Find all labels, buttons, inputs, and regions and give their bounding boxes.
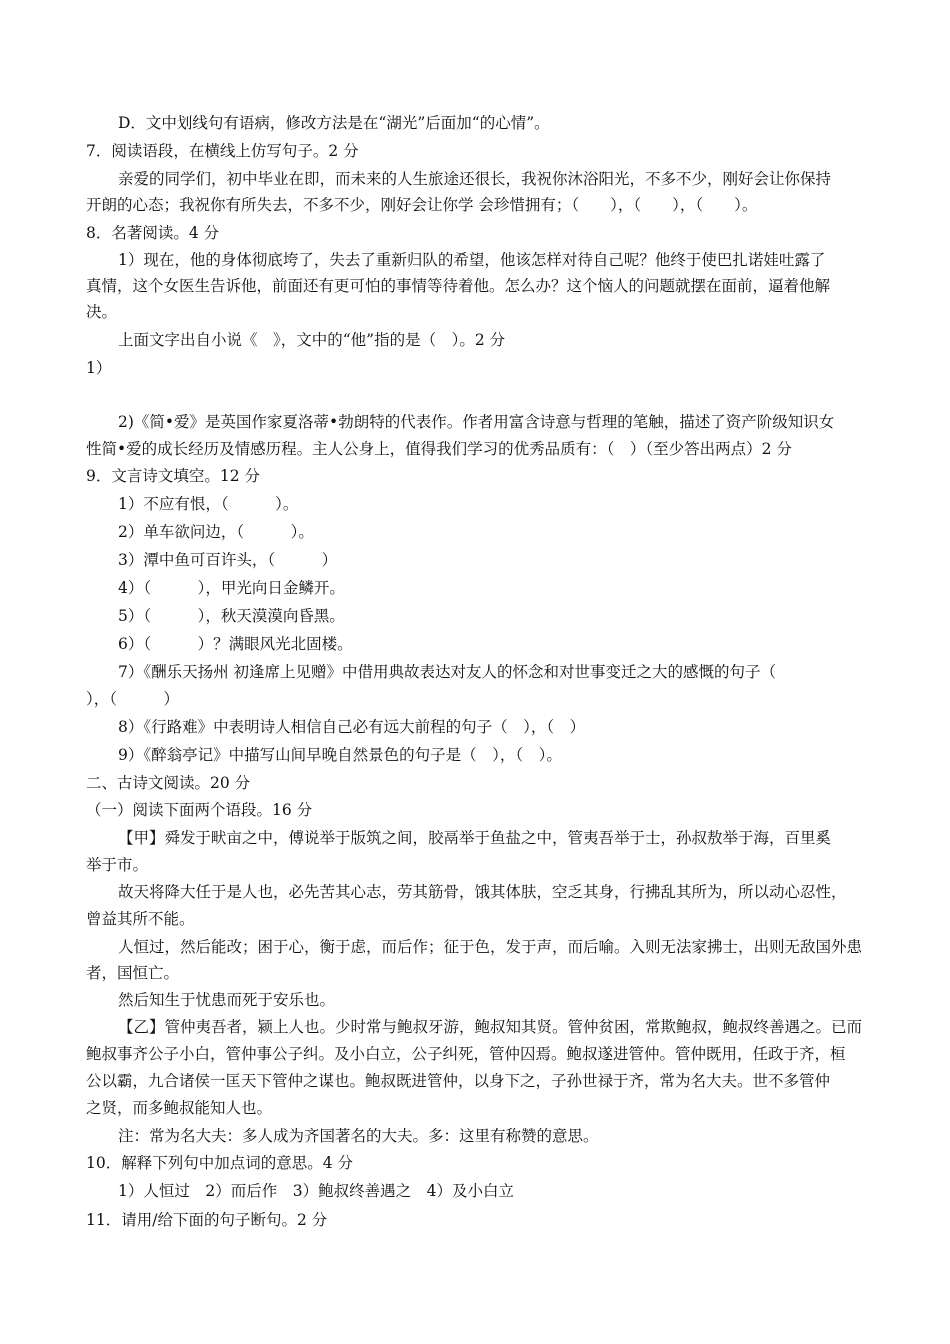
q9-item-4: 4）（ ），甲光向日金鳞开。 bbox=[118, 579, 345, 597]
q7-passage-line-2: 开朗的心态；我祝你有所失去，不多不少，刚好会让你学 会珍惜拥有；（ ），（ ），（ ）。 bbox=[86, 196, 758, 214]
q8-passage2-line-1: 2)《简•爱》是英国作家夏洛蒂•勃朗特的代表作。作者用富含诗意与哲理的笔触，描述了资产阶级知识女 bbox=[118, 413, 835, 431]
q10-items: 1）人恒过 2）而后作 3）鲍叔终善遇之 4）及小白立 bbox=[118, 1182, 514, 1200]
q9-item-6: 6）（ ）？满眼风光北固楼。 bbox=[118, 635, 353, 653]
q9-item-7-line-2: ），（ ） bbox=[86, 690, 180, 708]
q9-item-9: 9）《醉翁亭记》中描写山间早晚自然景色的句子是（ ），（ ）。 bbox=[118, 746, 562, 764]
q10-heading: 10．解释下列句中加点词的意思。4 分 bbox=[86, 1154, 354, 1172]
q8-passage1-line-2: 真情，这个女医生告诉他，前面还有更可怕的事情等待着他。怎么办？这个恼人的问题就摆在面前，逼着他解 bbox=[86, 277, 831, 295]
passage-jia-line-2: 举于市。 bbox=[86, 856, 149, 874]
q7-heading: 7．阅读语段，在横线上仿写句子。2 分 bbox=[86, 142, 359, 160]
q8-passage1-line-1: 1）现在，他的身体彻底垮了，失去了重新归队的希望，他该怎样对待自己呢？他终于使巴扎诺娃吐露了 bbox=[118, 251, 826, 269]
passage-jia-line-6: 者，国恒亡。 bbox=[86, 964, 180, 982]
passage-jia-line-7: 然后知生于忧患而死于安乐也。 bbox=[118, 991, 336, 1009]
passage-yi-line-1: 【乙】管仲夷吾者，颍上人也。少时常与鲍叔牙游，鲍叔知其贤。管仲贫困，常欺鲍叔，鲍叔终善遇之。已而 bbox=[118, 1018, 863, 1036]
passage-jia-line-4: 曾益其所不能。 bbox=[86, 910, 195, 928]
section-2-heading: 二、古诗文阅读。20 分 bbox=[86, 774, 251, 792]
passage-jia-line-3: 故天将降大任于是人也，必先苦其心志，劳其筋骨，饿其体肤，空乏其身，行拂乱其所为，所以动心忍性， bbox=[118, 883, 847, 901]
passage-note: 注：常为名大夫：多人成为齐国著名的大夫。多：这里有称赞的意思。 bbox=[118, 1127, 599, 1145]
q9-item-7-line-1: 7）《酬乐天扬州 初逢席上见赠》中借用典故表达对友人的怀念和对世事变迁之大的感慨的句子（ bbox=[118, 663, 777, 681]
q7-passage-line-1: 亲爱的同学们，初中毕业在即，而未来的人生旅途还很长，我祝你沐浴阳光，不多不少，刚好会让你保持 bbox=[118, 170, 832, 188]
passage-yi-line-3: 公以霸，九合诸侯一匡天下管仲之谋也。鲍叔既进管仲，以身下之，子孙世禄于齐，常为名大夫。世不多管仲 bbox=[86, 1072, 831, 1090]
passage-yi-line-2: 鲍叔事齐公子小白，管仲事公子纠。及小白立，公子纠死，管仲囚焉。鲍叔遂进管仲。管仲既用，任政于齐，桓 bbox=[86, 1045, 846, 1063]
q8-passage2-line-2: 性简•爱的成长经历及情感历程。主人公身上，值得我们学习的优秀品质有：（ ）（至少答出两点）2 分 bbox=[86, 440, 792, 458]
passage-jia-line-5: 人恒过，然后能改；困于心，衡于虑，而后作；征于色，发于声，而后喻。入则无法家拂士，出则无敌国外患 bbox=[118, 938, 863, 956]
passage-yi-line-4: 之贤，而多鲍叔能知人也。 bbox=[86, 1099, 273, 1117]
q8-passage1-line-3: 决。 bbox=[86, 303, 118, 321]
q8-heading: 8．名著阅读。4 分 bbox=[86, 224, 220, 242]
q9-item-1: 1）不应有恨，（ ）。 bbox=[118, 495, 299, 513]
passage-jia-line-1: 【甲】舜发于畎亩之中，傅说举于版筑之间，胶鬲举于鱼盐之中，管夷吾举于士，孙叔敖举于海，百里奚 bbox=[118, 829, 832, 847]
q6-option-d: D．文中划线句有语病，修改方法是在“湖光”后面加“的心情”。 bbox=[118, 114, 550, 132]
q9-heading: 9．文言诗文填空。12 分 bbox=[86, 467, 261, 485]
q11-heading: 11．请用/给下面的句子断句。2 分 bbox=[86, 1211, 328, 1229]
q8-answer-1: 1） bbox=[86, 359, 112, 377]
q9-item-3: 3）潭中鱼可百许头，（ ） bbox=[118, 551, 338, 569]
q9-item-8: 8）《行路难》中表明诗人相信自己必有远大前程的句子（ ），（ ） bbox=[118, 718, 586, 736]
section-2-part-1-heading: （一）阅读下面两个语段。16 分 bbox=[86, 801, 313, 819]
q9-item-2: 2）单车欲问边，（ ）。 bbox=[118, 523, 314, 541]
q9-item-5: 5）（ ），秋天漠漠向昏黑。 bbox=[118, 607, 345, 625]
q8-question-1: 上面文字出自小说《 》，文中的“他”指的是（ ）。2 分 bbox=[118, 331, 506, 349]
